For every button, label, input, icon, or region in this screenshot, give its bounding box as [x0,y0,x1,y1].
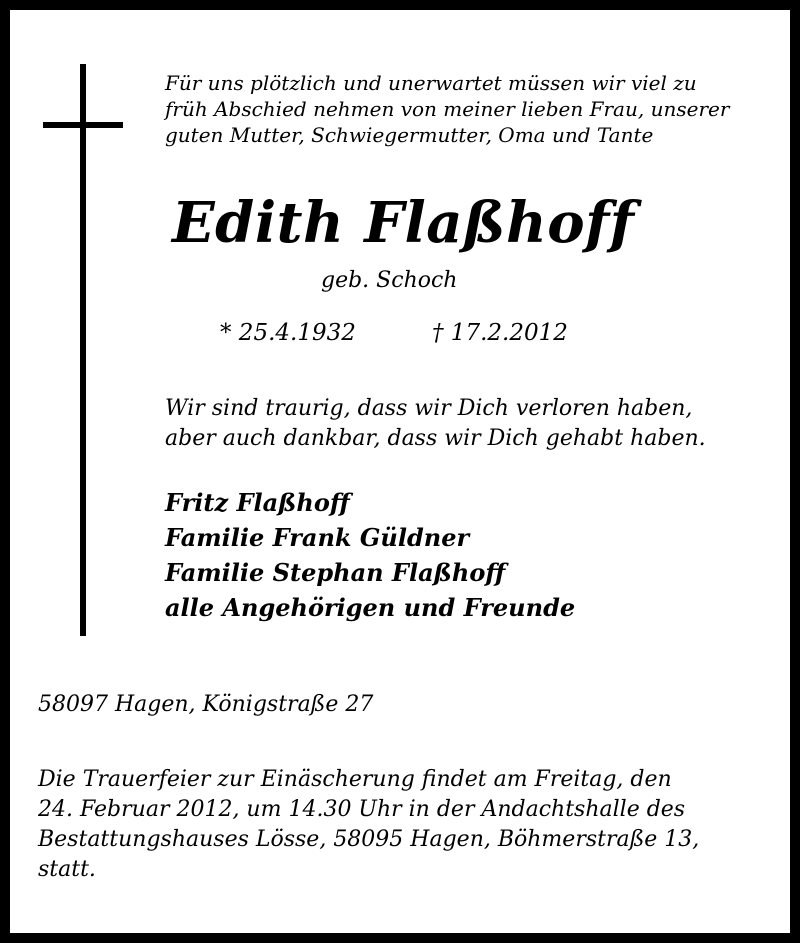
deceased-name: Edith Flaßhoff [172,190,635,256]
ceremony-line: statt. [38,857,96,882]
mourner-item: Familie Frank Güldner [165,523,470,552]
ceremony-line: Bestattungshauses Lösse, 58095 Hagen, Böhmerstraße 13, [38,827,700,852]
mourner-item: Fritz Flaßhoff [165,488,350,517]
mourners-list [165,485,575,625]
intro-text [165,70,729,148]
quote-line: Wir sind traurig, dass wir Dich verloren haben, [165,396,693,421]
ceremony-text [38,765,699,885]
intro-line: Für uns plötzlich und unerwartet müssen wir viel zu [165,71,697,95]
mourner-item: Familie Stephan Flaßhoff [165,558,506,587]
cross-horizontal-bar [43,122,123,128]
mourner-item: alle Angehörigen und Freunde [165,593,576,622]
birth-date: * 25.4.1932 [220,320,356,346]
intro-line: früh Abschied nehmen von meiner lieben Frau, unserer [165,97,730,121]
death-date: † 17.2.2012 [432,320,568,346]
quote-text [165,394,706,454]
obituary-notice [10,10,790,933]
ceremony-line: 24. Februar 2012, um 14.30 Uhr in der Andachtshalle des [38,797,686,822]
ceremony-line: Die Trauerfeier zur Einäscherung findet am Freitag, den [38,767,672,792]
intro-line: guten Mutter, Schwiegermutter, Oma und Tante [165,123,654,147]
quote-line: aber auch dankbar, dass wir Dich gehabt haben. [165,426,706,451]
maiden-name: geb. Schoch [321,268,458,293]
address: 58097 Hagen, Königstraße 27 [38,692,374,717]
cross-vertical-bar [80,64,86,636]
